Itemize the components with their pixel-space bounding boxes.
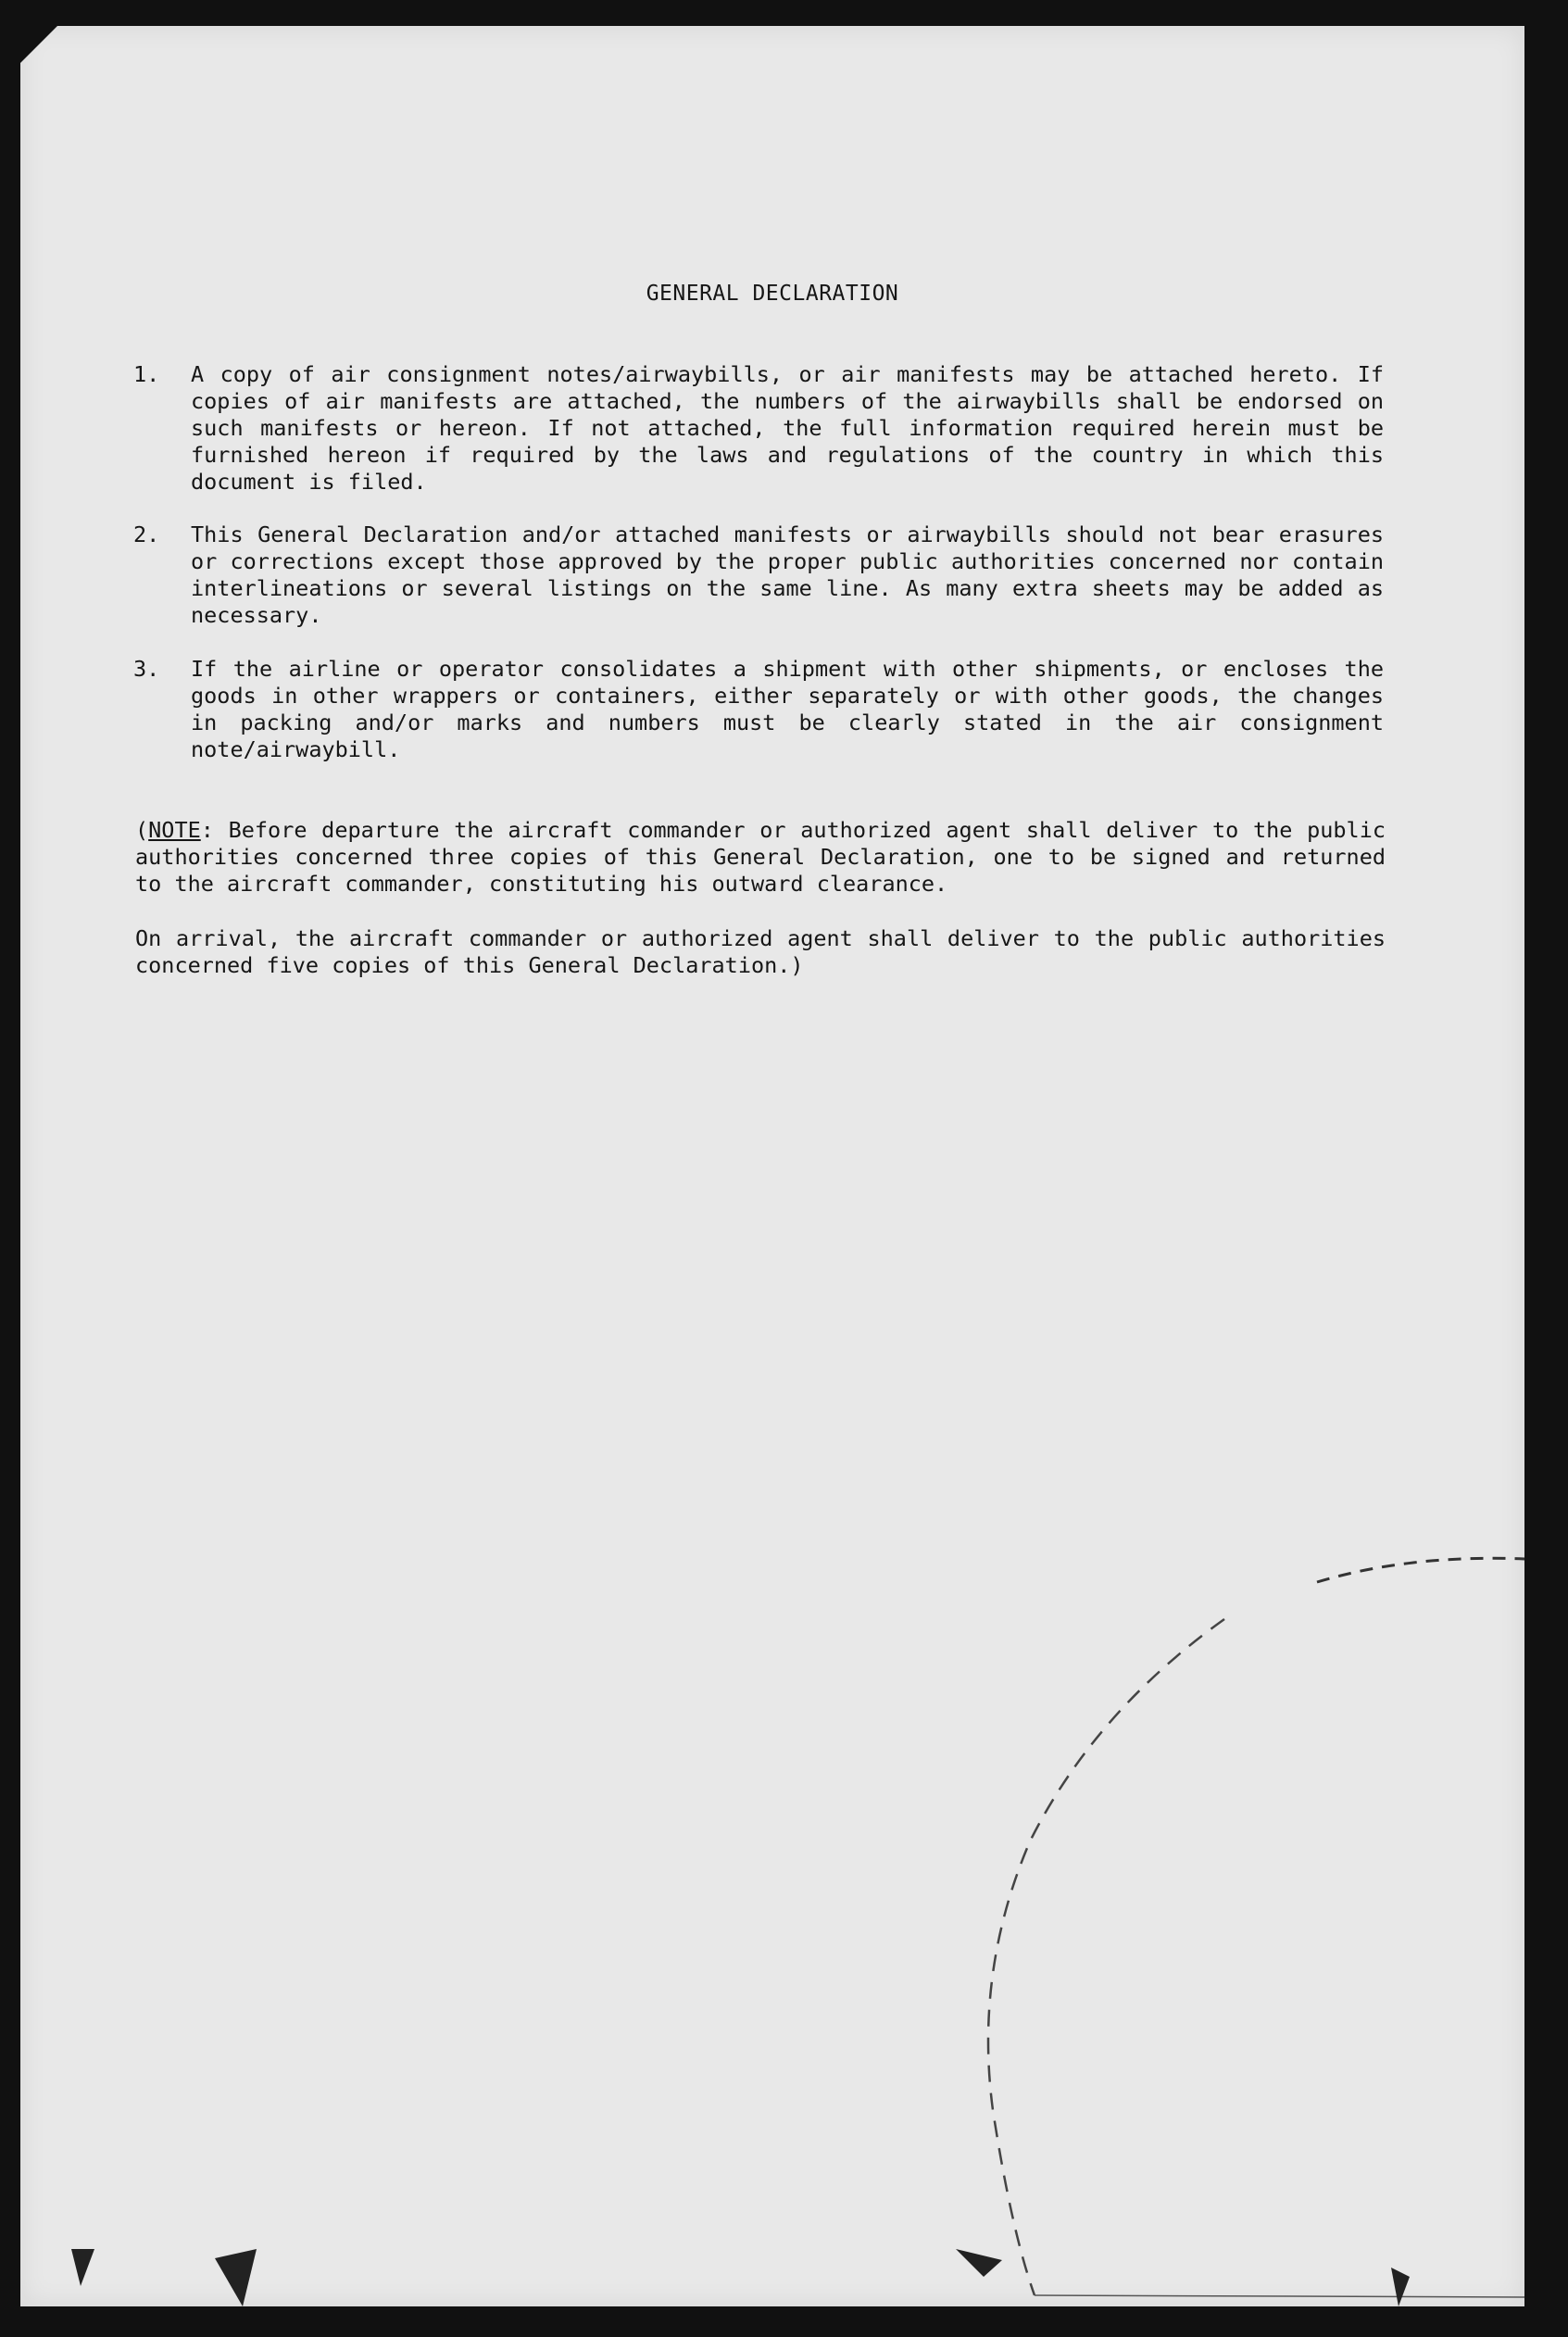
item-text: This General Declaration and/or attached manifests or airwaybills should not bear erasures or corrections except those approved by the proper public authorities concerned nor contain interlineations or several listings on the same line. As many extra sheets may be added as necessary.	[191, 521, 1384, 628]
document-title: GENERAL DECLARATION	[646, 282, 899, 306]
item-text: If the airline or operator consolidates a shipment with other shipments, or encloses the goods in other wrappers or containers, either separately or with other goods, the changes in packing and/or marks and numbers must be clearly stated in the air consignment note/airwaybill.	[191, 656, 1384, 762]
document-page	[20, 26, 1524, 2306]
departure-note	[135, 817, 1386, 898]
item-number: 3.	[133, 656, 160, 682]
note-label: NOTE	[148, 817, 201, 843]
item-number: 2.	[133, 521, 160, 547]
list-item	[133, 361, 1384, 496]
note-colon: :	[200, 817, 214, 843]
note-text: Before departure the aircraft commander or authorized agent shall deliver to the public authorities concerned three copies of this General Declaration, one to be signed and returned to the aircraft commander, constituting his outward clearance.	[135, 817, 1386, 897]
item-number: 1.	[133, 361, 160, 387]
note-open-paren: (	[135, 817, 149, 843]
arrival-note: On arrival, the aircraft commander or authorized agent shall deliver to the public authorities concerned five copies of this General Declaration.)	[135, 925, 1386, 978]
item-text: A copy of air consignment notes/airwaybills, or air manifests may be attached hereto. If copies of air manifests are attached, the numbers of the airwaybills shall be endorsed on such manifests or hereon. If not attached, the full information required herein must be furnished hereon if required by the laws and regulations of the country in which this document is filed.	[191, 361, 1384, 495]
folded-corner	[20, 26, 57, 63]
list-item	[133, 521, 1384, 629]
list-item	[133, 656, 1384, 763]
